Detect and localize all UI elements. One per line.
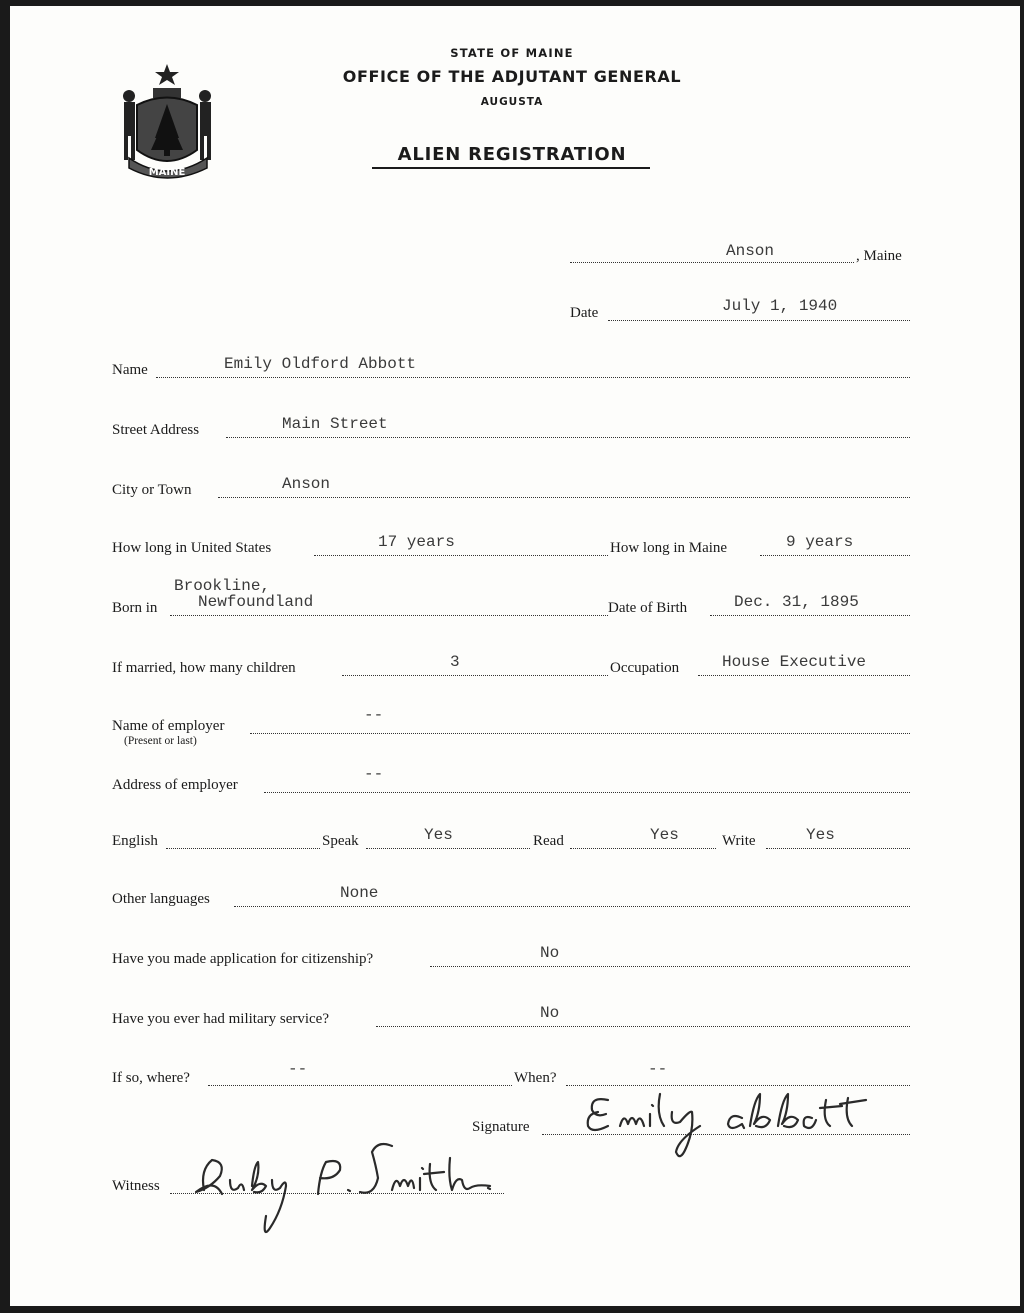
town-field-line bbox=[570, 262, 854, 263]
military-value: No bbox=[540, 1004, 560, 1022]
write-field-line bbox=[766, 848, 910, 849]
born-in-value-line2: Newfoundland bbox=[198, 593, 314, 611]
how-long-maine-value: 9 years bbox=[786, 533, 854, 551]
city-label: City or Town bbox=[112, 482, 192, 498]
where-field-line bbox=[208, 1085, 512, 1086]
signature-field-line bbox=[542, 1134, 910, 1135]
english-label: English bbox=[112, 833, 158, 849]
when-value: -- bbox=[648, 1060, 668, 1078]
how-long-maine-label: How long in Maine bbox=[610, 540, 728, 556]
other-languages-label: Other languages bbox=[112, 891, 210, 907]
children-field-line bbox=[342, 675, 608, 676]
occupation-value: House Executive bbox=[722, 653, 867, 671]
name-label: Name bbox=[112, 362, 148, 378]
street-value: Main Street bbox=[282, 415, 388, 433]
street-field-line bbox=[226, 437, 910, 438]
date-label: Date bbox=[570, 305, 599, 321]
children-value: 3 bbox=[450, 653, 460, 671]
signature-label: Signature bbox=[472, 1119, 530, 1135]
street-label: Street Address bbox=[112, 422, 200, 438]
speak-value: Yes bbox=[424, 826, 453, 844]
occupation-field-line bbox=[698, 675, 910, 676]
citizenship-value: No bbox=[540, 944, 560, 962]
born-in-value-line1: Brookline, bbox=[174, 577, 271, 595]
other-languages-field-line bbox=[234, 906, 910, 907]
other-languages-value: None bbox=[340, 884, 379, 902]
name-value: Emily Oldford Abbott bbox=[224, 355, 417, 373]
employer-note: (Present or last) bbox=[124, 735, 197, 747]
citizenship-field-line bbox=[430, 966, 910, 967]
form-title: ALIEN REGISTRATION bbox=[397, 144, 627, 165]
speak-field-line bbox=[366, 848, 530, 849]
employer-address-field-line bbox=[264, 792, 910, 793]
where-value: -- bbox=[288, 1060, 308, 1078]
read-field-line bbox=[570, 848, 716, 849]
how-long-us-value: 17 years bbox=[378, 533, 455, 551]
town-value: Anson bbox=[726, 242, 775, 260]
born-in-field-line bbox=[170, 615, 608, 616]
citizenship-label: Have you made application for citizenship? bbox=[112, 951, 374, 967]
employer-value: -- bbox=[364, 706, 384, 724]
employer-address-value: -- bbox=[364, 765, 384, 783]
employer-address-label: Address of employer bbox=[112, 777, 238, 793]
children-label: If married, how many children bbox=[112, 660, 296, 676]
maine-label: , Maine bbox=[856, 248, 902, 264]
occupation-label: Occupation bbox=[610, 660, 680, 676]
write-value: Yes bbox=[806, 826, 835, 844]
employer-field-line bbox=[250, 733, 910, 734]
state-heading: STATE OF MAINE bbox=[450, 46, 574, 60]
title-underline bbox=[372, 167, 650, 169]
read-label: Read bbox=[533, 833, 564, 849]
how-long-us-field-line bbox=[314, 555, 608, 556]
city-heading: AUGUSTA bbox=[480, 96, 544, 108]
write-label: Write bbox=[722, 833, 756, 849]
speak-label: Speak bbox=[322, 833, 359, 849]
witness-label: Witness bbox=[112, 1178, 160, 1194]
english-field-line bbox=[166, 848, 320, 849]
office-heading: OFFICE OF THE ADJUTANT GENERAL bbox=[342, 67, 682, 86]
military-field-line bbox=[376, 1026, 910, 1027]
dob-field-line bbox=[710, 615, 910, 616]
military-label: Have you ever had military service? bbox=[112, 1011, 329, 1027]
form-page bbox=[10, 6, 1020, 1306]
read-value: Yes bbox=[650, 826, 679, 844]
dob-label: Date of Birth bbox=[608, 600, 688, 616]
city-value: Anson bbox=[282, 475, 331, 493]
witness-field-line bbox=[170, 1193, 504, 1194]
name-field-line bbox=[156, 377, 910, 378]
svg-text:MAINE: MAINE bbox=[148, 167, 186, 178]
city-field-line bbox=[218, 497, 910, 498]
employer-label: Name of employer bbox=[112, 718, 225, 734]
how-long-us-label: How long in United States bbox=[112, 540, 272, 556]
when-label: When? bbox=[514, 1070, 557, 1086]
date-value: July 1, 1940 bbox=[722, 297, 838, 315]
dob-value: Dec. 31, 1895 bbox=[734, 593, 859, 611]
date-field-line bbox=[608, 320, 910, 321]
how-long-maine-field-line bbox=[760, 555, 910, 556]
when-field-line bbox=[566, 1085, 910, 1086]
born-in-label: Born in bbox=[112, 600, 158, 616]
if-so-where-label: If so, where? bbox=[112, 1070, 190, 1086]
